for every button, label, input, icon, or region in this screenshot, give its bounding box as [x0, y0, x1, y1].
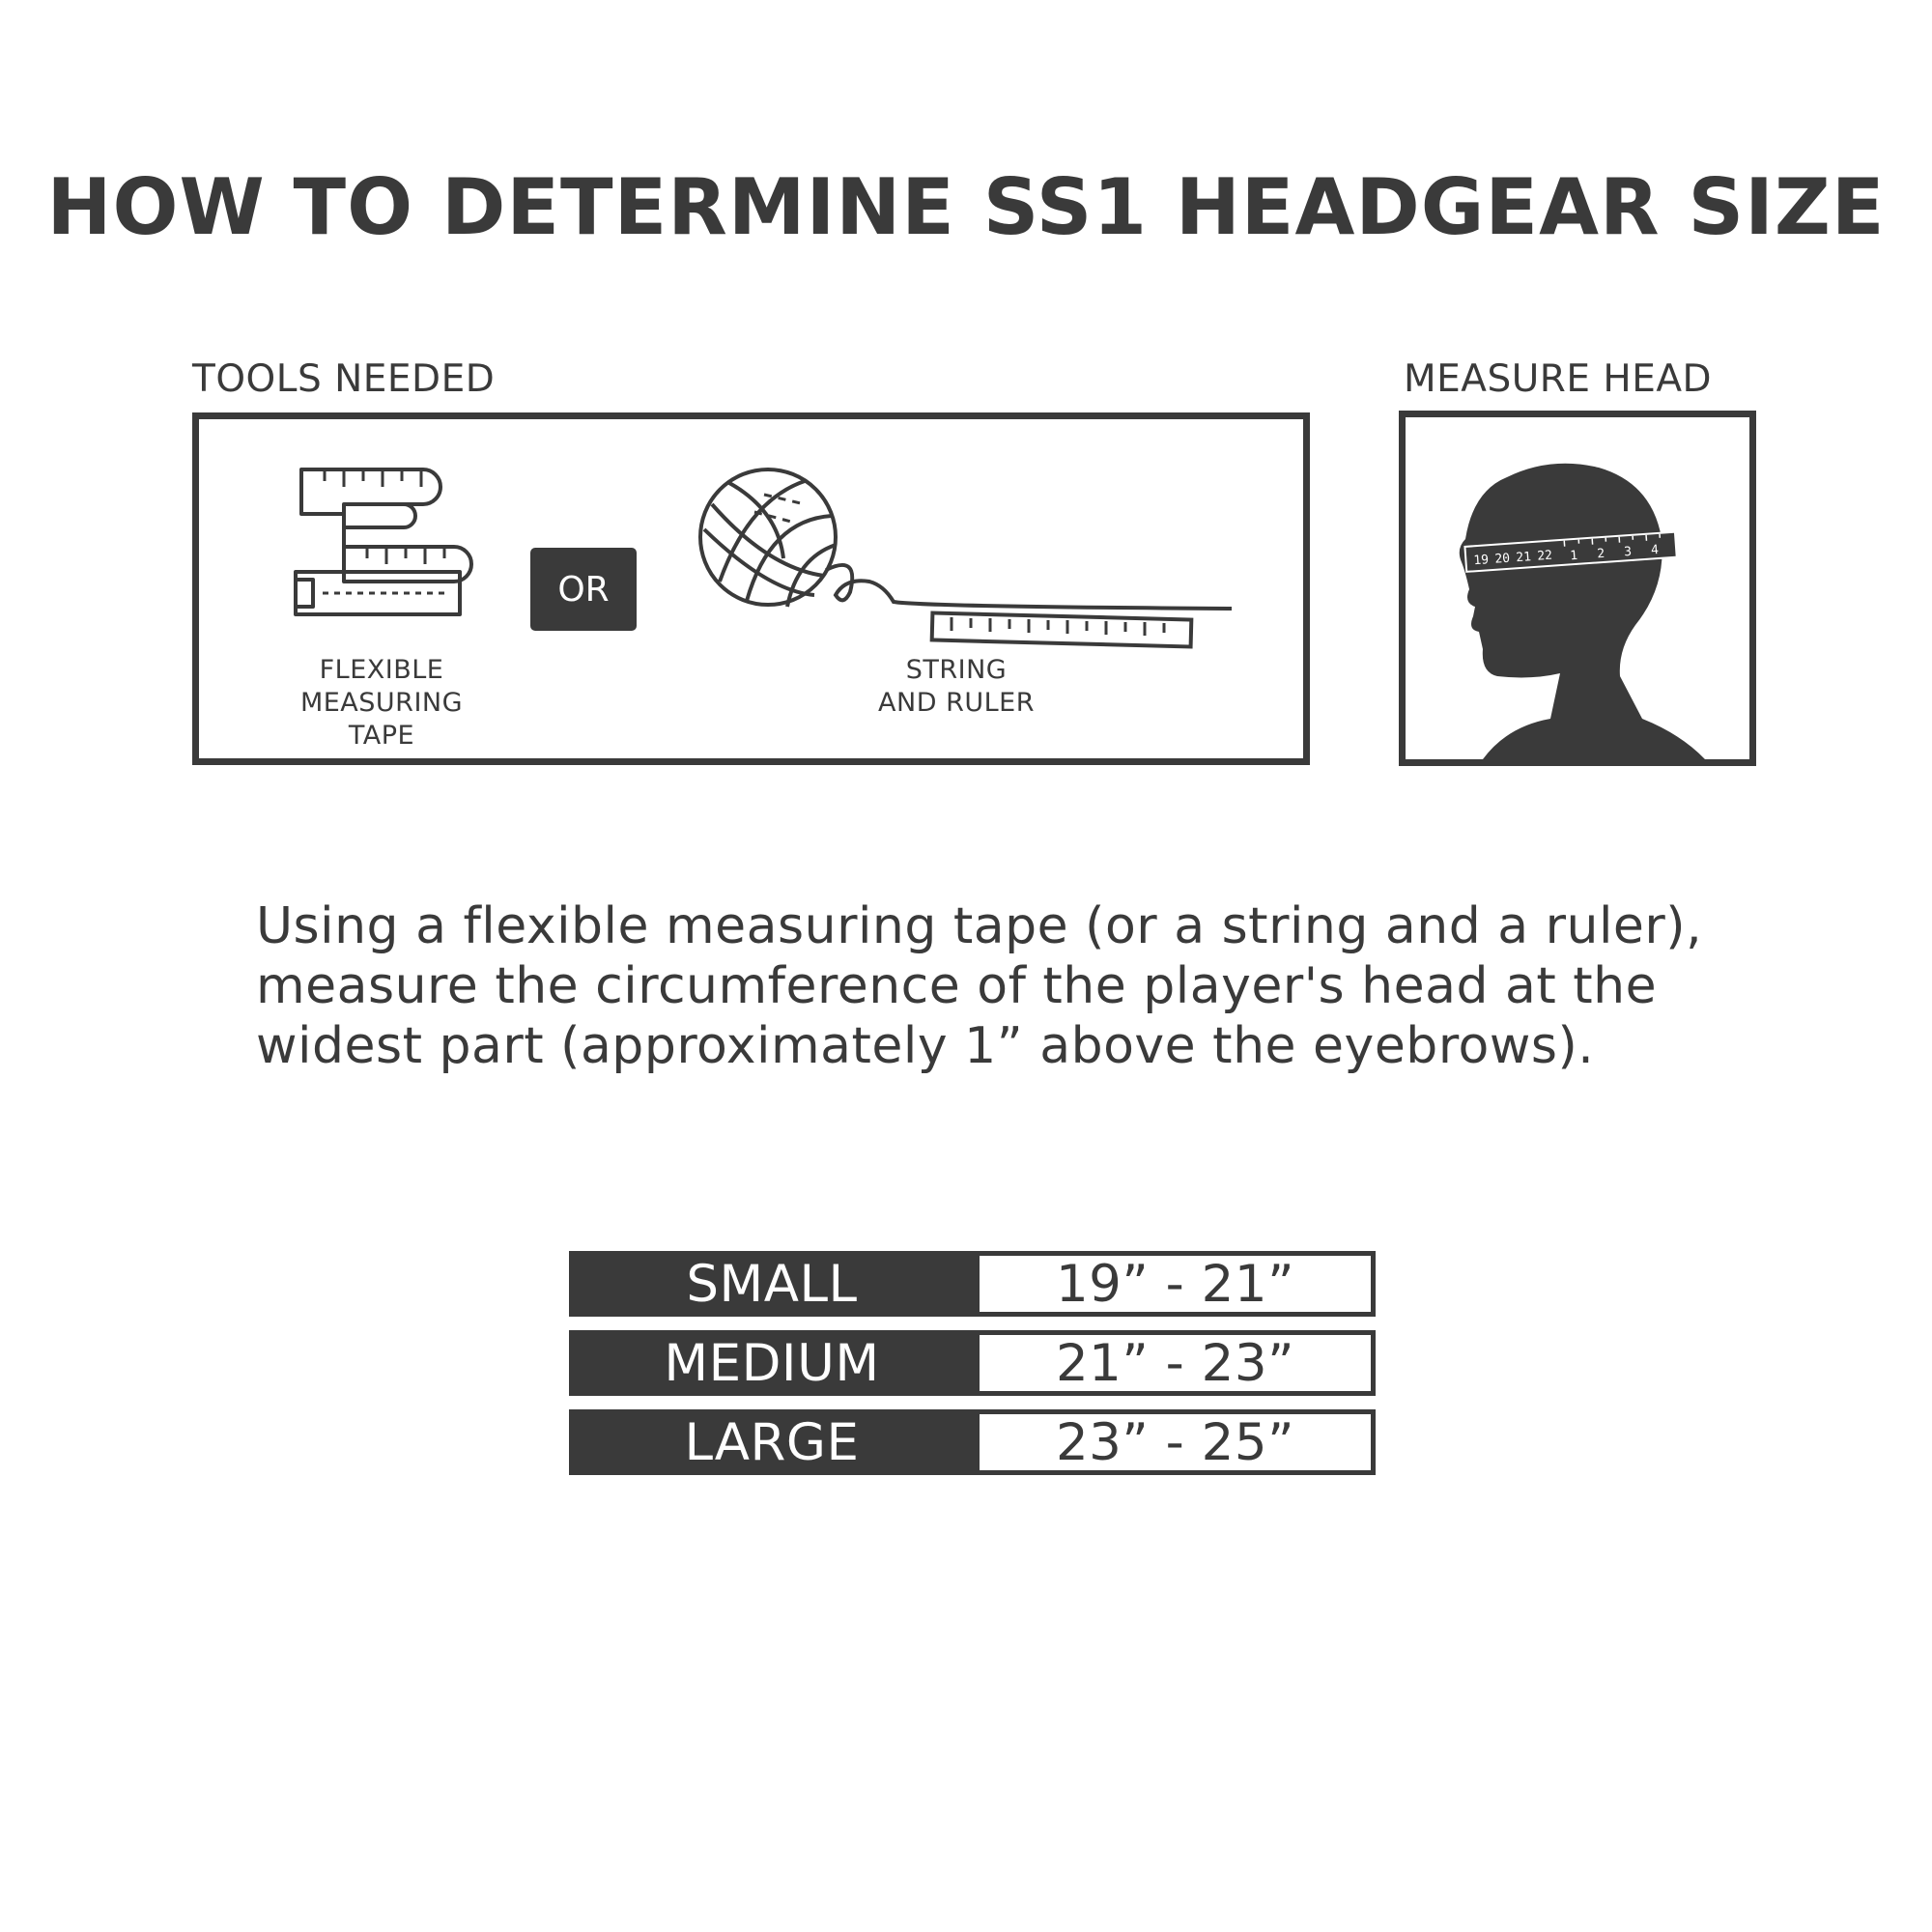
size-chart: [569, 1251, 1376, 1489]
size-name: LARGE: [569, 1409, 975, 1475]
svg-text:22: 22: [1536, 548, 1553, 564]
tools-needed-label: TOOLS NEEDED: [192, 357, 496, 401]
size-name: MEDIUM: [569, 1330, 975, 1396]
svg-text:19: 19: [1472, 553, 1490, 569]
size-range: 19” - 21”: [975, 1251, 1376, 1317]
head-silhouette-icon: [1406, 417, 1749, 759]
svg-text:1: 1: [1569, 548, 1578, 564]
size-name: SMALL: [569, 1251, 975, 1317]
svg-text:3: 3: [1623, 544, 1633, 560]
size-range: 21” - 23”: [975, 1330, 1376, 1396]
size-row-medium: [569, 1330, 1376, 1396]
size-range: 23” - 25”: [975, 1409, 1376, 1475]
svg-text:20: 20: [1493, 551, 1511, 567]
size-row-small: [569, 1251, 1376, 1317]
svg-text:2: 2: [1596, 546, 1605, 562]
measure-head-label: MEASURE HEAD: [1404, 357, 1713, 401]
measure-head-panel: [1399, 411, 1756, 766]
page-title: HOW TO DETERMINE SS1 HEADGEAR SIZE: [46, 162, 1886, 252]
instructions-text: Using a flexible measuring tape (or a string and a ruler), measure the circumference of the player's head at the widest part (approximately 1” above the eyebrows).: [256, 897, 1703, 1075]
svg-text:21: 21: [1515, 550, 1532, 566]
svg-text:4: 4: [1650, 542, 1660, 558]
string-ruler-caption: STRING AND RULER: [878, 655, 1035, 718]
size-row-large: [569, 1409, 1376, 1475]
or-badge: OR: [530, 548, 637, 631]
measuring-tape-icon: [290, 464, 473, 623]
tape-caption: FLEXIBLE MEASURING TAPE: [299, 655, 464, 751]
yarn-ball-icon: [691, 462, 1232, 655]
